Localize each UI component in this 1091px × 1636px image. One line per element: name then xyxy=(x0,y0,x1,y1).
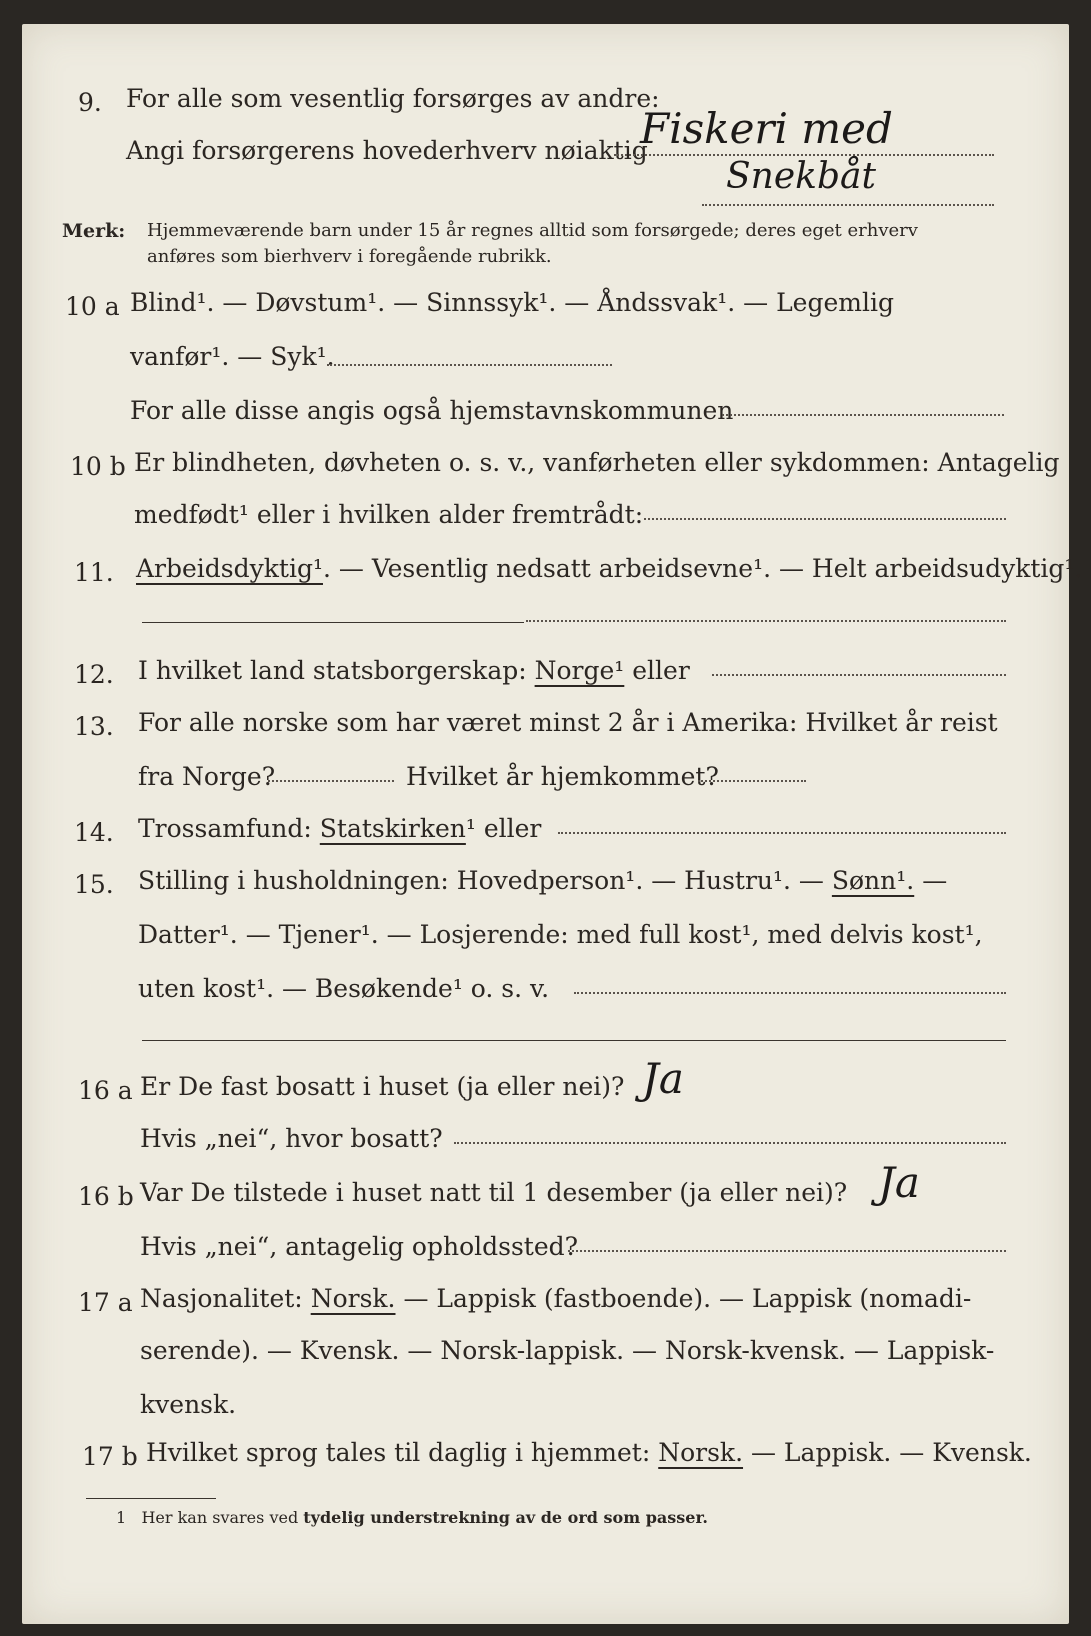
q16a-line2: Hvis „nei“, hvor bosatt? xyxy=(140,1124,443,1153)
q12-question: I hvilket land statsborgerskap: xyxy=(138,656,527,685)
q9-number: 9. xyxy=(78,88,102,117)
q11-rest: . — Vesentlig nedsatt arbeidsevne¹. — Helt arbeidsudyktig¹. xyxy=(322,554,1083,583)
footnote xyxy=(116,1508,708,1527)
q16b-number: 16 b xyxy=(78,1182,134,1211)
q16a-number: 16 a xyxy=(78,1076,133,1105)
q15-dash: — xyxy=(922,866,948,895)
q16b-answer-line xyxy=(568,1250,1006,1252)
q15-line1 xyxy=(138,866,947,895)
q15-line2: Datter¹. — Tjener¹. — Losjerende: med full kost¹, med delvis kost¹, xyxy=(138,920,983,949)
q17a-option-norsk: Norsk. xyxy=(310,1284,396,1313)
q9-line2: Angi forsørgerens hovederhverv nøiaktig xyxy=(126,136,648,165)
merk-label: Merk: xyxy=(62,220,126,242)
q11-answer-line-a xyxy=(142,622,524,623)
q17b-question: Hvilket sprog tales til daglig i hjemmet: xyxy=(146,1438,651,1467)
q13-line2a: fra Norge? xyxy=(138,762,276,791)
q14-eller: ¹ eller xyxy=(465,814,542,843)
q10a-answer-line xyxy=(327,364,612,366)
q10b-line2: medfødt¹ eller i hvilken alder fremtrådt: xyxy=(134,500,644,529)
q16b-line2: Hvis „nei“, antagelig opholdssted? xyxy=(140,1232,579,1261)
q17a-line2: serende). — Kvensk. — Norsk-lappisk. — Norsk-kvensk. — Lappisk- xyxy=(140,1336,995,1365)
q15-line3: uten kost¹. — Besøkende¹ o. s. v. xyxy=(138,974,550,1003)
q10a-line1: Blind¹. — Døvstum¹. — Sinnssyk¹. — Åndssvak¹. — Legemlig xyxy=(130,288,894,317)
q13-line1: For alle norske som har været minst 2 år i Amerika: Hvilket år reist xyxy=(138,708,998,737)
q12-number: 12. xyxy=(74,660,114,689)
q17a-number: 17 a xyxy=(78,1288,133,1317)
q17b-text xyxy=(146,1438,1032,1467)
q14-answer-line xyxy=(558,832,1006,834)
q15-line1-text: Stilling i husholdningen: Hovedperson¹. — Hustru¹. — xyxy=(138,866,824,895)
q11-text xyxy=(136,554,1082,583)
q16b-handwritten-answer: Ja xyxy=(878,1158,920,1207)
q15-answer-line xyxy=(574,992,1006,994)
q16a-answer-line xyxy=(454,1142,1006,1144)
q11-number: 11. xyxy=(74,558,114,587)
q14-number: 14. xyxy=(74,818,114,847)
q10b-answer-line xyxy=(644,518,1006,520)
q12-text xyxy=(138,656,690,685)
q16a-line1: Er De fast bosatt i huset (ja eller nei)? xyxy=(140,1072,625,1101)
merk-line1: Hjemmeværende barn under 15 år regnes alltid som forsørgede; deres eget erhverv xyxy=(147,220,918,241)
merk-line2: anføres som bierhverv i foregående rubrikk. xyxy=(147,246,552,267)
q9-answer-line2 xyxy=(702,204,994,206)
footnote-mark: 1 xyxy=(116,1508,127,1527)
q17a-line3: kvensk. xyxy=(140,1390,237,1419)
q15-number: 15. xyxy=(74,870,114,899)
q13-year-left-line xyxy=(268,780,394,782)
q9-handwritten-answer2: Snekbåt xyxy=(726,156,876,197)
footnote-text: Her kan svares ved xyxy=(141,1508,299,1527)
q17a-question: Nasjonalitet: xyxy=(140,1284,303,1313)
q10b-number: 10 b xyxy=(70,452,126,481)
q11-answer-line-b xyxy=(526,620,1006,622)
footnote-bold: tydelig understrekning av de ord som passer. xyxy=(303,1508,708,1527)
q9-line1: For alle som vesentlig forsørges av andre: xyxy=(126,84,660,113)
q10a-number: 10 a xyxy=(65,292,120,321)
q15-option-sonn: Sønn¹. xyxy=(831,866,915,895)
footnote-rule xyxy=(86,1498,216,1499)
q17b-rest: — Lappisk. — Kvensk. xyxy=(750,1438,1032,1467)
q17a-line1-rest: — Lappisk (fastboende). — Lappisk (nomadi- xyxy=(403,1284,972,1313)
q17a-line1 xyxy=(140,1284,971,1313)
q12-option-norge: Norge¹ xyxy=(534,656,625,685)
q14-option-statskirken: Statskirken xyxy=(319,814,466,843)
q10a-home-municipality-line xyxy=(722,414,1004,416)
q11-option-arbeidsdyktig: Arbeidsdyktig¹ xyxy=(136,554,323,583)
q16a-handwritten-answer: Ja xyxy=(642,1054,684,1103)
q13-year-returned-line xyxy=(698,780,806,782)
q17b-number: 17 b xyxy=(82,1442,138,1471)
q10a-line2: vanfør¹. — Syk¹. xyxy=(130,342,335,371)
q16b-line1: Var De tilstede i huset natt til 1 desember (ja eller nei)? xyxy=(140,1178,848,1207)
q14-text xyxy=(138,814,541,843)
q10a-line3: For alle disse angis også hjemstavnskommunen xyxy=(130,396,734,425)
q17b-option-norsk: Norsk. xyxy=(658,1438,744,1467)
q12-answer-line xyxy=(712,674,1006,676)
q12-eller: eller xyxy=(632,656,690,685)
q13-line2b: Hvilket år hjemkommet? xyxy=(406,762,719,791)
census-form-page xyxy=(22,24,1083,1624)
q9-handwritten-answer1: Fiskeri med xyxy=(640,104,893,153)
q13-number: 13. xyxy=(74,712,114,741)
q15-answer-line-2 xyxy=(142,1040,1006,1041)
q14-question: Trossamfund: xyxy=(138,814,312,843)
q10b-line1: Er blindheten, døvheten o. s. v., vanførheten eller sykdommen: Antagelig xyxy=(134,448,1060,477)
